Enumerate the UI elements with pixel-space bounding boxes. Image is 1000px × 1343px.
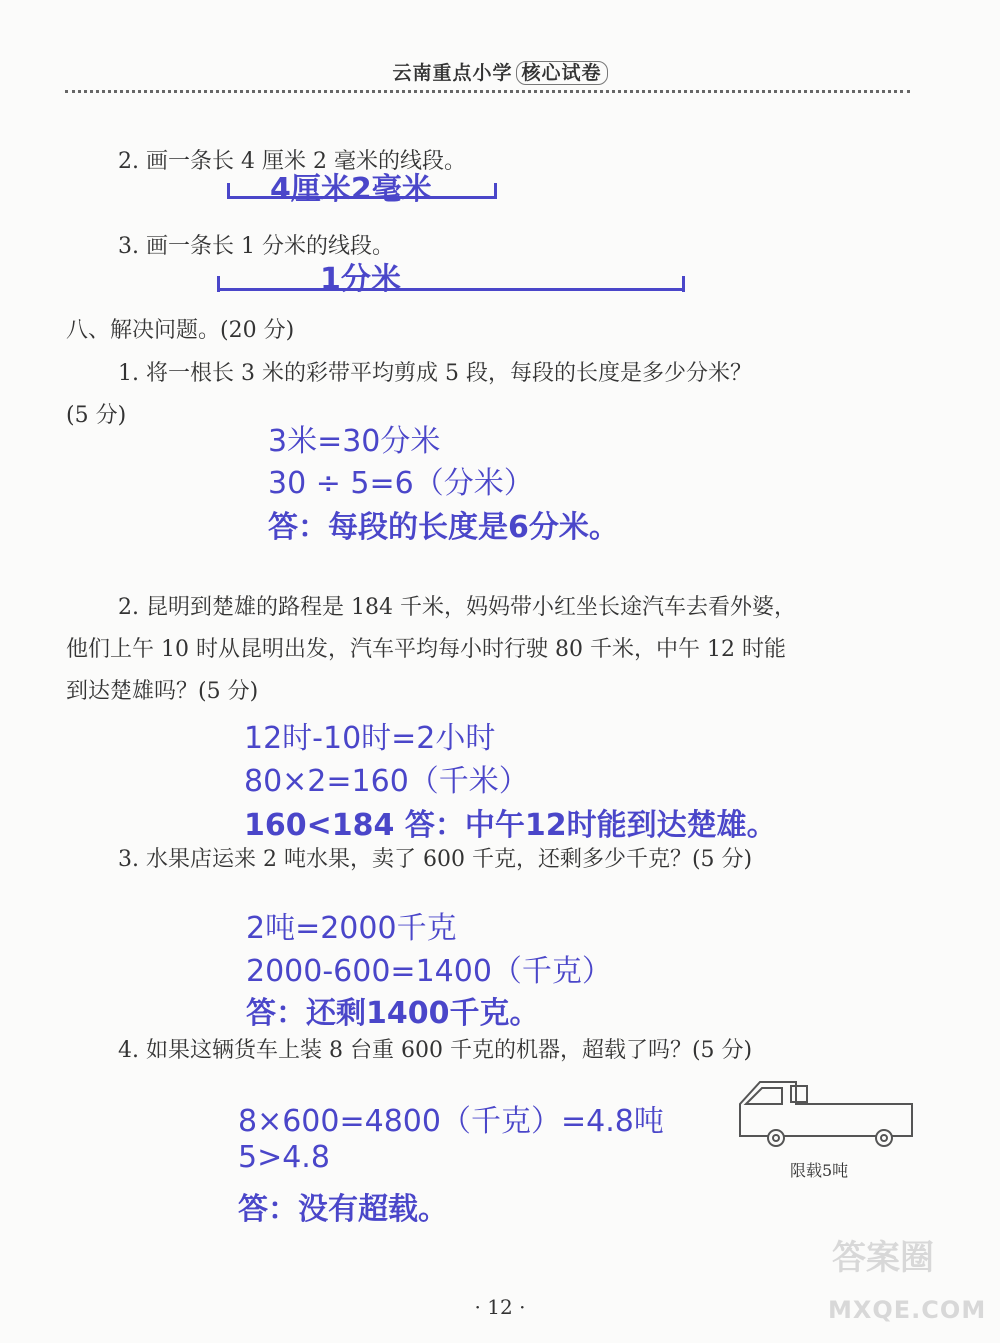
segment-tick-right <box>494 183 497 199</box>
segment-tick-left <box>227 183 230 199</box>
answer-1-step-2: 30 ÷ 5=6（分米） <box>268 466 534 501</box>
question-draw-2: 2. 画一条长 4 厘米 2 毫米的线段。 <box>118 149 466 174</box>
question-draw-3: 3. 画一条长 1 分米的线段。 <box>118 234 394 259</box>
segment-label-1dm: 1分米 <box>320 262 401 297</box>
truck-icon <box>736 1076 916 1156</box>
truck-load-limit-caption: 限载5吨 <box>790 1161 849 1180</box>
answer-1-conclusion: 答：每段的长度是6分米。 <box>268 510 619 545</box>
problem-1-line-2: (5 分) <box>66 403 127 428</box>
answer-3-step-1: 2吨=2000千克 <box>246 911 457 946</box>
page-number: · 12 · <box>474 1295 526 1319</box>
watermark-logo: 答案圈 <box>832 1238 934 1278</box>
segment-label-4-2: 4厘米2毫米 <box>270 172 432 207</box>
answer-3-conclusion: 答：还剩1400千克。 <box>246 996 540 1031</box>
header-dotted-divider <box>65 90 910 93</box>
segment-tick-right-2 <box>682 276 685 292</box>
header-boxed-title: 核心试卷 <box>516 61 608 85</box>
problem-4: 4. 如果这辆货车上装 8 台重 600 千克的机器，超载了吗？(5 分) <box>118 1038 753 1063</box>
watermark-url: MXQE.COM <box>828 1296 987 1324</box>
segment-tick-left-2 <box>217 276 220 292</box>
segment-line-1dm <box>218 288 684 291</box>
page-header <box>0 58 1000 85</box>
problem-1-line-1: 1. 将一根长 3 米的彩带平均剪成 5 段，每段的长度是多少分米？ <box>118 361 752 386</box>
answer-4-step-2: 5>4.8 <box>238 1140 330 1175</box>
problem-2-line-3: 到达楚雄吗？(5 分) <box>66 679 259 704</box>
answer-3-step-2: 2000-600=1400（千克） <box>246 954 612 989</box>
answer-4-conclusion: 答：没有超载。 <box>238 1192 448 1227</box>
answer-2-step-1: 12时-10时=2小时 <box>244 721 496 756</box>
problem-2-line-2: 他们上午 10 时从昆明出发，汽车平均每小时行驶 80 千米，中午 12 时能 <box>66 637 786 662</box>
problem-2-line-1: 2. 昆明到楚雄的路程是 184 千米，妈妈带小红坐长途汽车去看外婆， <box>118 595 796 620</box>
segment-line-4-2 <box>228 196 496 199</box>
header-title: 云南重点小学 <box>392 62 513 84</box>
problem-3: 3. 水果店运来 2 吨水果，卖了 600 千克，还剩多少千克？(5 分) <box>118 847 753 872</box>
answer-2-step-2: 80×2=160（千米） <box>244 764 529 799</box>
section-title: 八、解决问题。(20 分) <box>66 318 295 343</box>
answer-1-step-1: 3米=30分米 <box>268 424 441 459</box>
answer-4-step-1: 8×600=4800（千克）=4.8吨 <box>238 1104 664 1139</box>
answer-2-conclusion: 160<184 答：中午12时能到达楚雄。 <box>244 808 777 843</box>
